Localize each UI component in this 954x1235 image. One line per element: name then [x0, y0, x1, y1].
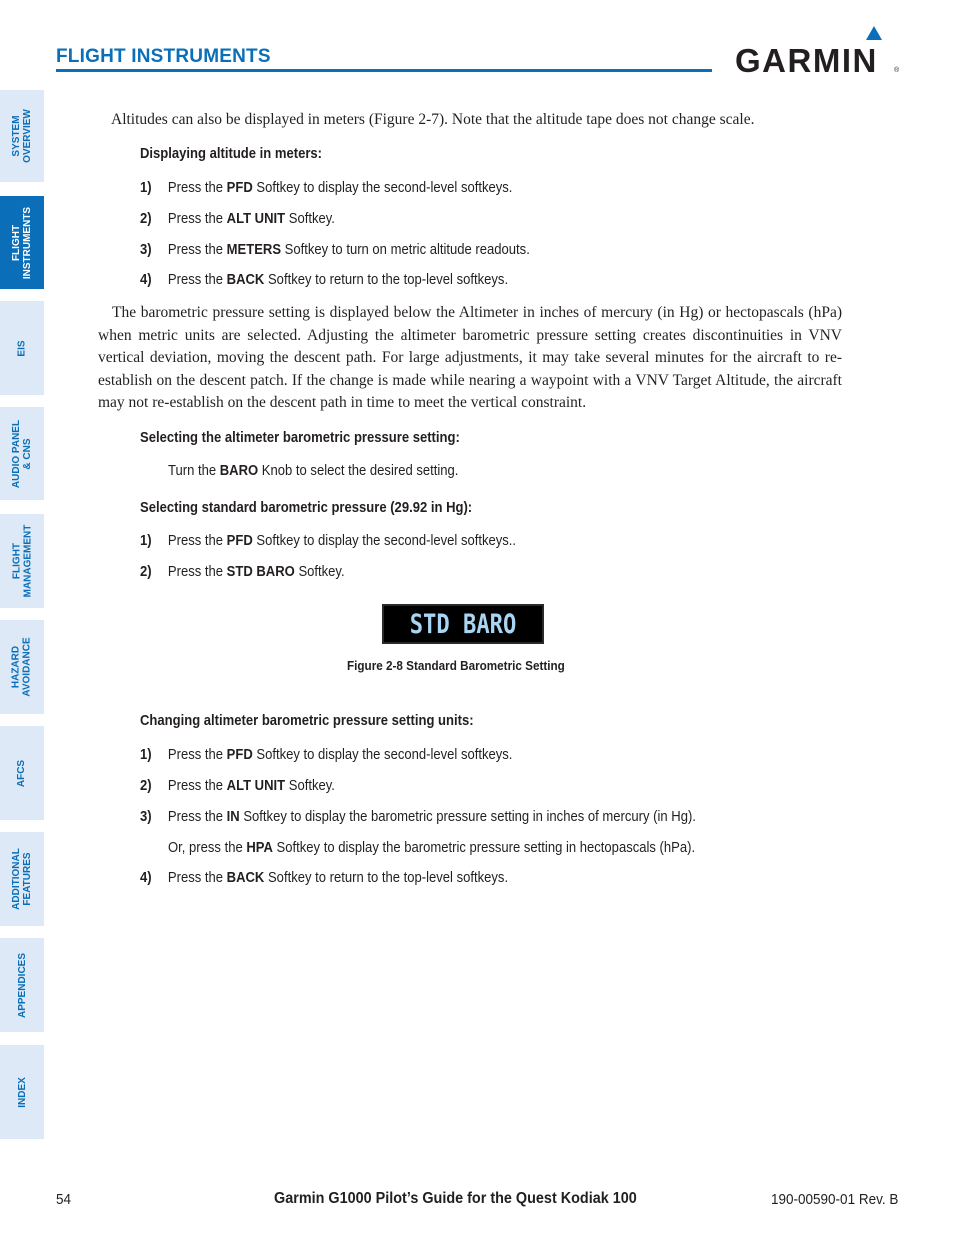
tab-system-overview[interactable] [0, 90, 44, 182]
garmin-logo [734, 26, 900, 76]
softkey-name: BACK [226, 870, 265, 886]
softkey-name: PFD [226, 747, 253, 763]
procedure-step: 1) Press the PFD Softkey to display the second-level softkeys.. [140, 533, 517, 549]
tab-afcs[interactable] [0, 726, 44, 820]
procedure-step: 3) Press the IN Softkey to display the barometric pressure setting in inches of mercury (in Hg). [140, 809, 696, 825]
tab-flight-instruments[interactable] [0, 196, 44, 289]
tab-hazard-avoidance[interactable] [0, 620, 44, 714]
procedure-heading: Selecting standard barometric pressure (29.92 in Hg): [140, 500, 473, 516]
procedure-step: 2) Press the ALT UNIT Softkey. [140, 211, 335, 227]
softkey-name: PFD [226, 533, 253, 549]
tab-flight-management[interactable] [0, 514, 44, 608]
tab-label: AFCS [16, 759, 28, 787]
tab-label: SYSTEM OVERVIEW [11, 109, 33, 163]
tab-appendices[interactable] [0, 938, 44, 1032]
softkey-name: BACK [226, 272, 265, 288]
procedure-step: 4) Press the BACK Softkey to return to the top-level softkeys. [140, 272, 509, 288]
footer-title: Garmin G1000 Pilot’s Guide for the Quest Kodiak 100 [274, 1190, 637, 1207]
tab-eis[interactable] [0, 301, 44, 395]
figure-caption: Figure 2-8 Standard Barometric Setting [347, 658, 565, 673]
page-number: 54 [56, 1191, 72, 1208]
tab-label: FLIGHT MANAGEMENT [11, 524, 33, 598]
intro-paragraph: Altitudes can also be displayed in meters (Figure 2-7). Note that the altitude tape does not change scale. [111, 111, 755, 128]
procedure-instruction: Turn the BARO Knob to select the desired setting. [168, 463, 459, 479]
procedure-step: 1) Press the PFD Softkey to display the second-level softkeys. [140, 180, 513, 196]
procedure-step: 4) Press the BACK Softkey to return to the top-level softkeys. [140, 870, 509, 886]
logo-text: GARMIN [735, 42, 878, 76]
tab-label: APPENDICES [16, 952, 28, 1018]
procedure-heading: Changing altimeter barometric pressure setting units: [140, 713, 474, 729]
header-rule [56, 69, 712, 72]
tab-label: FLIGHT INSTRUMENTS [11, 206, 34, 279]
procedure-step: 1) Press the PFD Softkey to display the second-level softkeys. [140, 747, 513, 763]
tab-index[interactable] [0, 1045, 44, 1139]
tab-label: ADDITIONAL FEATURES [11, 848, 34, 910]
procedure-heading: Displaying altitude in meters: [140, 146, 323, 162]
softkey-label: STD BARO [409, 608, 517, 640]
document-number: 190-00590-01 Rev. B [771, 1191, 899, 1208]
tab-additional-features[interactable] [0, 832, 44, 926]
section-title: FLIGHT INSTRUMENTS [56, 46, 271, 67]
tab-label: AUDIO PANEL & CNS [11, 419, 33, 488]
softkey-name: ALT UNIT [226, 211, 286, 227]
softkey-name: METERS [226, 242, 282, 258]
softkey-name: HPA [246, 840, 273, 856]
softkey-name: ALT UNIT [226, 778, 286, 794]
baro-paragraph: The barometric pressure setting is displayed below the Altimeter in inches of mercury (in Hg) or hectopascals (hPa) when metric units are selected. Adjusting the altimeter barometric pressure setting creates discontinuities in VNV vertical deviation, moving the descent path. For large adjustments, it may take several minutes for the aircraft to re-establish on the descent patch. If the change is made while nearing a waypoint with a VNV Target Altitude, the aircraft may not re-establish on the descent path in time to meet the vertical constraint. [98, 304, 842, 412]
tab-label: INDEX [16, 1076, 28, 1108]
logo-registered: ® [894, 67, 900, 74]
procedure-step: 2) Press the STD BARO Softkey. [140, 564, 345, 580]
logo-triangle [866, 26, 882, 40]
tab-audio-panel-cns[interactable] [0, 407, 44, 500]
softkey-name: PFD [226, 180, 253, 196]
tab-label: EIS [16, 339, 28, 357]
knob-name: BARO [219, 463, 259, 479]
softkey-name: STD BARO [226, 564, 295, 580]
procedure-step: 2) Press the ALT UNIT Softkey. [140, 778, 335, 794]
softkey-name: IN [226, 809, 240, 825]
std-baro-softkey-figure [382, 604, 544, 644]
procedure-heading: Selecting the altimeter barometric pressure setting: [140, 430, 460, 446]
procedure-step: 3) Press the METERS Softkey to turn on metric altitude readouts. [140, 242, 530, 258]
procedure-alternate-step: Or, press the HPA Softkey to display the barometric pressure setting in hectopascals (hPa). [168, 840, 696, 856]
tab-label: HAZARD AVOIDANCE [11, 637, 34, 697]
